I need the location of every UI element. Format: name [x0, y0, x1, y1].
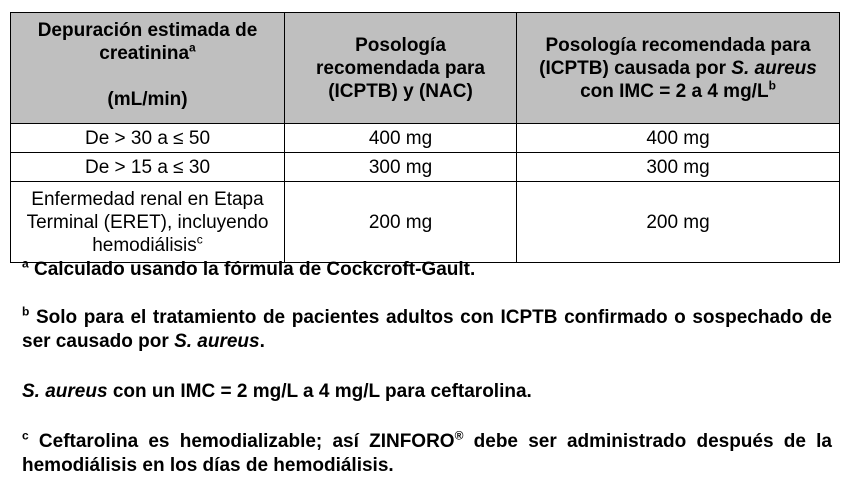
dosage-table — [10, 12, 840, 263]
cell-dose-general: 300 mg — [285, 153, 517, 182]
header-col1-sup: a — [189, 40, 196, 55]
footnote-b2-text: con un IMC = 2 mg/L a 4 mg/L para ceftarolina. — [112, 381, 532, 402]
footnote-c — [22, 430, 832, 478]
cell-crcl: De > 30 a ≤ 50 — [11, 124, 285, 153]
cell-dose-general: 200 mg — [285, 182, 517, 263]
footnote-a-text: Calculado usando la fórmula de Cockcroft-Gault. — [33, 259, 476, 280]
footnote-b-italic: S. aureus — [174, 331, 260, 352]
cell-dose-aureus: 300 mg — [517, 153, 840, 182]
header-row — [11, 13, 840, 124]
cell-crcl-sup: c — [196, 232, 203, 247]
footnote-c-marker: c — [22, 428, 29, 443]
cell-dose-aureus: 400 mg — [517, 124, 840, 153]
header-creatinine-clearance — [11, 13, 285, 124]
header-col1-label: Depuración estimada de creatinina — [37, 20, 258, 64]
cell-dose-general: 400 mg — [285, 124, 517, 153]
header-col2-label: Posología recomendada para (ICPTB) y (NAC) — [316, 34, 485, 102]
header-col1-unit: (mL/min) — [107, 89, 188, 110]
cell-crcl-text: Enfermedad renal en Etapa Terminal (ERET), incluyendo hemodiálisis — [26, 188, 269, 256]
header-col3-italic: S. aureus — [731, 57, 817, 79]
footnote-a — [22, 258, 832, 282]
cell-crcl — [11, 182, 285, 263]
header-col3-sup: b — [768, 78, 776, 93]
cell-dose-aureus: 200 mg — [517, 182, 840, 263]
footnote-c-text: Ceftarolina es hemodializable; así ZINFORO — [38, 431, 455, 452]
cell-crcl: De > 15 a ≤ 30 — [11, 153, 285, 182]
footnote-b2-italic: S. aureus — [22, 381, 108, 402]
footnotes — [22, 258, 832, 478]
footnote-b — [22, 306, 832, 354]
header-col3-label: Posología recomendada para (ICPTB) causada por — [539, 34, 811, 79]
footnote-b-text: Solo para el tratamiento de pacientes adultos con ICPTB confirmado o sospechado de ser causado por — [22, 307, 832, 352]
footnote-a-marker: a — [22, 256, 29, 271]
footnote-b-marker: b — [22, 304, 30, 319]
table-row — [11, 153, 840, 182]
header-col3-label2: con IMC = 2 a 4 mg/L — [580, 80, 769, 102]
footnote-b-end: . — [259, 331, 265, 352]
footnote-b-continued — [22, 380, 832, 404]
header-dose-aureus — [517, 13, 840, 124]
table-row — [11, 124, 840, 153]
registered-mark: ® — [454, 428, 464, 443]
footnote-c-text2: debe ser administrado después de la hemodiálisis en los días de hemodiálisis. — [22, 431, 832, 476]
table-row — [11, 182, 840, 263]
header-dose-general — [285, 13, 517, 124]
